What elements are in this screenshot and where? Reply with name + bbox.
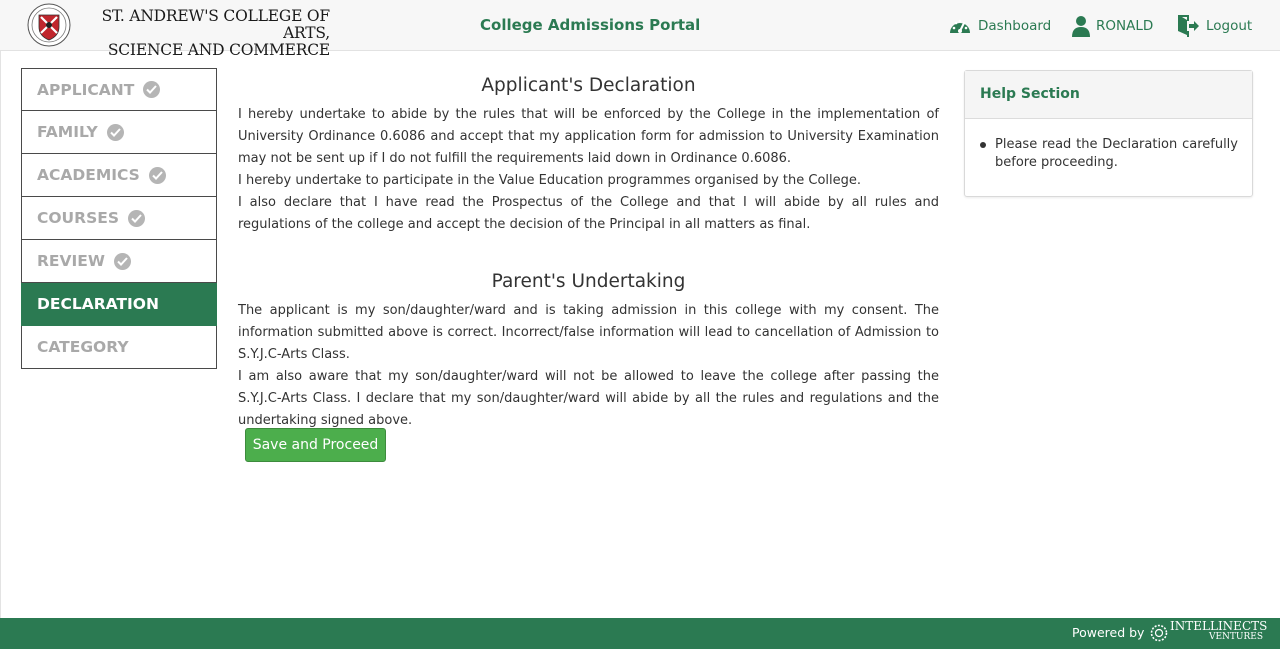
step-label: COURSES <box>37 209 119 227</box>
dashboard-gauge-icon <box>948 16 972 36</box>
step-category[interactable] <box>21 326 217 369</box>
user-name: RONALD <box>1096 18 1154 34</box>
logout-link[interactable] <box>1176 14 1252 38</box>
vendor-logo-icon <box>1150 622 1168 644</box>
check-circle-icon <box>107 124 124 141</box>
step-label: DECLARATION <box>37 295 159 313</box>
step-label: REVIEW <box>37 252 105 270</box>
step-review[interactable] <box>21 240 217 283</box>
college-name <box>76 8 330 59</box>
step-label: APPLICANT <box>37 80 135 99</box>
declaration-content <box>238 70 939 432</box>
parent-undertaking-title: Parent's Undertaking <box>491 271 686 292</box>
step-courses[interactable] <box>21 197 217 240</box>
applicant-declaration-title: Applicant's Declaration <box>481 75 696 96</box>
vendor-name-sub: VENTURES <box>1208 632 1263 642</box>
help-list <box>965 119 1252 172</box>
step-label: ACADEMICS <box>37 166 140 184</box>
college-crest-logo <box>27 3 71 47</box>
step-family[interactable] <box>21 111 217 154</box>
step-label: CATEGORY <box>37 338 129 356</box>
check-circle-icon <box>114 253 131 270</box>
section-spacer <box>238 236 939 266</box>
top-header <box>0 0 1280 59</box>
applicant-paragraph: I also declare that I have read the Prospectus of the College and that I will abide by all rules and regulations of the college and accept the decision of the Principal in all matters as final. <box>238 195 939 232</box>
dashboard-link[interactable] <box>948 14 1051 38</box>
footer-bar <box>0 618 1280 649</box>
step-academics[interactable] <box>21 154 217 197</box>
applicant-paragraph: I hereby undertake to abide by the rules that will be enforced by the College in the implementation of University Ordinance 0.6086 and accept that my application form for admission to University Examination may not be sent up if I do not fulfill the requirements laid down in Ordinance 0.6086. <box>238 107 939 166</box>
parent-paragraph: The applicant is my son/daughter/ward and is taking admission in this college with my consent. The information submitted above is correct. Incorrect/false information will lead to cancellation of Admission to S.Y.J.C-Arts Class. <box>238 303 939 362</box>
vendor-name <box>1170 619 1268 643</box>
user-menu[interactable] <box>1072 14 1153 38</box>
check-circle-icon <box>149 167 166 184</box>
vendor-name-main: INTELLINECTS <box>1170 619 1268 633</box>
bullet-icon <box>980 142 986 148</box>
parent-paragraph: I am also aware that my son/daughter/ward will not be allowed to leave the college after passing the S.Y.J.C-Arts Class. I declare that my son/daughter/ward will abide by all the rules and regulations and the undertaking signed above. <box>238 369 939 428</box>
portal-title: College Admissions Portal <box>480 16 701 34</box>
logout-icon <box>1176 14 1200 38</box>
dashboard-label: Dashboard <box>978 18 1052 34</box>
college-name-line2: SCIENCE AND COMMERCE <box>107 41 330 59</box>
applicant-paragraph: I hereby undertake to participate in the Value Education programmes organised by the College. <box>238 173 861 188</box>
powered-by-label: Powered by <box>1072 625 1145 640</box>
step-declaration[interactable] <box>21 283 217 326</box>
college-name-line1: ST. ANDREW'S COLLEGE OF ARTS, <box>101 7 330 42</box>
steps-sidebar <box>21 68 217 369</box>
help-item: Please read the Declaration carefully before proceeding. <box>995 137 1238 170</box>
help-section-panel <box>964 70 1253 197</box>
check-circle-icon <box>143 81 160 98</box>
user-icon <box>1072 15 1090 37</box>
help-section-title: Help Section <box>965 71 1252 119</box>
step-applicant[interactable] <box>21 68 217 111</box>
check-circle-icon <box>128 210 145 227</box>
logout-label: Logout <box>1206 18 1253 34</box>
save-and-proceed-button[interactable]: Save and Proceed <box>245 428 386 462</box>
step-label: FAMILY <box>37 123 98 141</box>
